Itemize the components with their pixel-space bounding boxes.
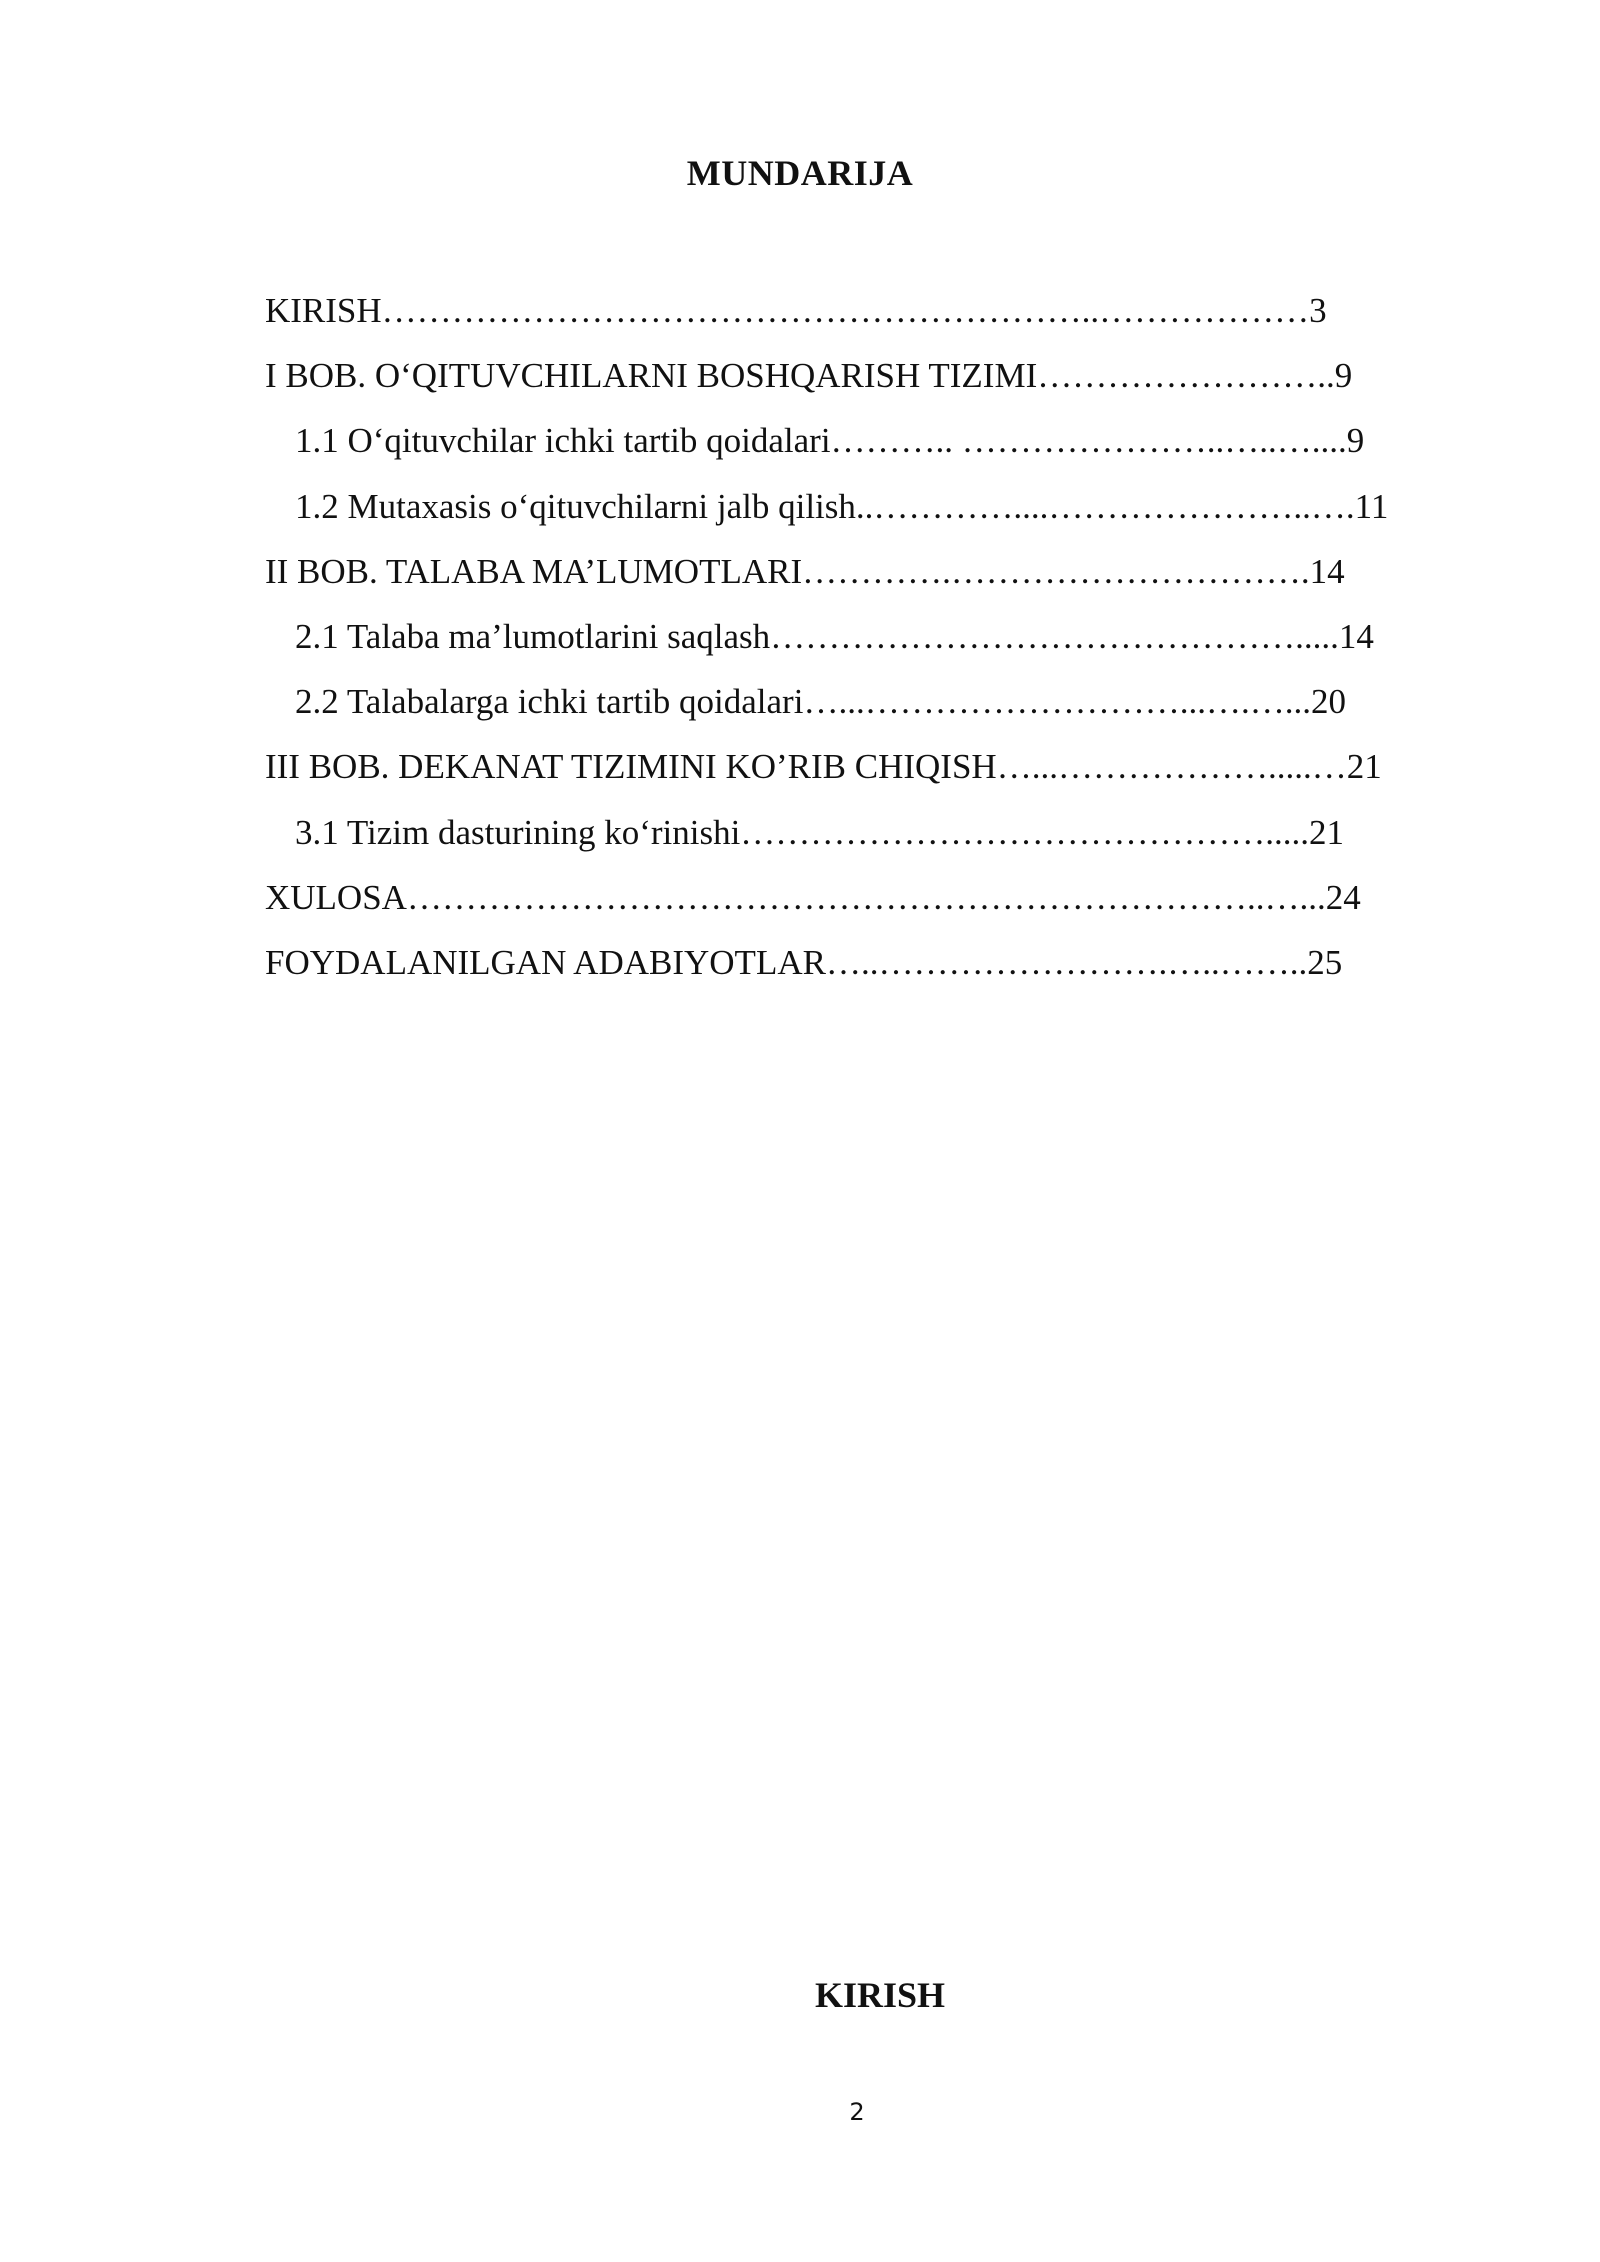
toc-heading: MUNDARIJA xyxy=(686,153,914,193)
toc-entry-2-2: 2.2 Talabalarga ichki tartib qoidalari…...………………………...….…...20 xyxy=(295,682,1346,722)
section-heading-kirish: KIRISH xyxy=(814,1975,946,2015)
table-of-contents xyxy=(265,278,1505,995)
toc-entry-kirish: KIRISH……………………………………………………..………………3 xyxy=(265,291,1327,330)
page-number: 2 xyxy=(849,2098,865,2126)
toc-entry-1-2: 1.2 Mutaxasis o‘qituvchilarni jalb qilish..…………....…………………..….11 xyxy=(295,486,1389,526)
toc-entry-references: FOYDALANILGAN ADABIYOTLAR…..…………………….…..……..25 xyxy=(265,942,1343,982)
toc-entry-2-1: 2.1 Talaba ma’lumotlarini saqlash……………………………………….....14 xyxy=(295,616,1374,656)
toc-entry-1-1: 1.1 O‘qituvchilar ichki tartib qoidalari……….. …………………..…..…....9 xyxy=(295,421,1365,461)
toc-entry-chapter-3: III BOB. DEKANAT TIZIMINI KO’RIB CHIQISH…...……………….....…21 xyxy=(265,747,1382,787)
toc-entry-chapter-1: I BOB. O‘QITUVCHILARNI BOSHQARISH TIZIMI……………………..9 xyxy=(265,356,1353,396)
toc-entry-3-1: 3.1 Tizim dasturining ko‘rinishi……………………………………….....21 xyxy=(295,812,1345,852)
toc-entry-xulosa: XULOSA………………………………………………………………..…...24 xyxy=(265,877,1361,917)
toc-entry-chapter-2: II BOB. TALABA MA’LUMOTLARI………….………………………….14 xyxy=(265,551,1345,591)
